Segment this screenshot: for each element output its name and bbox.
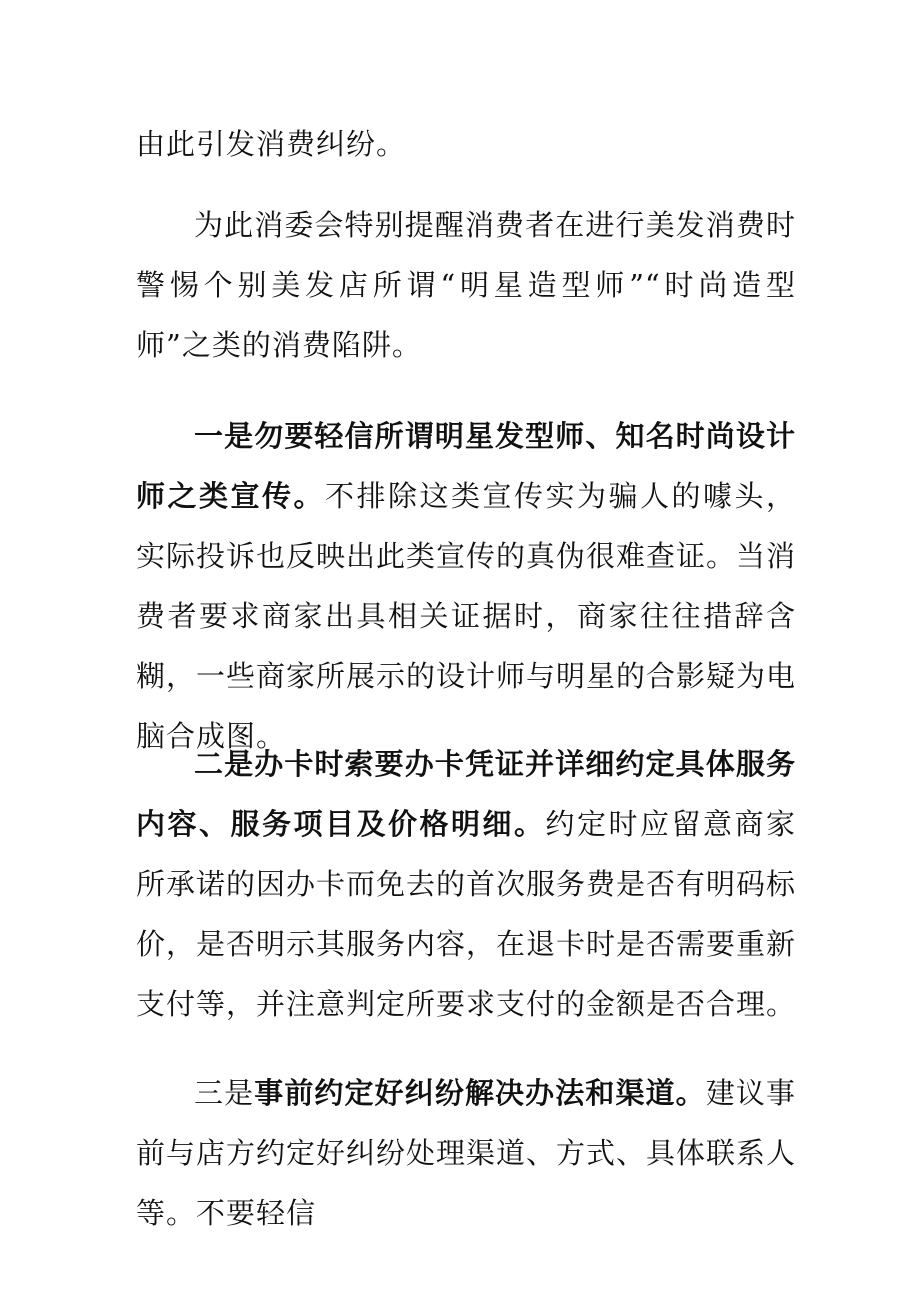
paragraph-4-text: 约定时应留意商家所承诺的因办卡而免去的首次服务费是否有明码标价，是否明示其服务内容，在退卡时是否需要重新支付等，并注意判定所要求支付的金额是否合理。: [136, 807, 797, 1021]
paragraph-3-heading: 一是勿要轻信所谓明星发型师、知名时尚设计师之类宣传。: [136, 419, 796, 513]
paragraph-1-text: 由此引发消费纠纷。: [136, 127, 407, 161]
paragraph-2: [136, 195, 796, 375]
paragraph-3-text: 不排除这类宣传实为骗人的噱头，实际投诉也反映出此类宣传的真伪很难查证。当消费者要求商家出具相关证据时，商家往往措辞含糊，一些商家所展示的设计师与明星的合影疑为电脑合成图。: [136, 479, 797, 753]
paragraph-5-text: 建议事前与店方约定好纠纷处理渠道、方式、具体联系人等。不要轻信: [136, 1076, 797, 1230]
paragraph-1: [136, 114, 796, 174]
paragraph-3: [136, 406, 796, 766]
paragraph-5-heading: 事前约定好纠纷解决办法和渠道。: [254, 1076, 706, 1110]
paragraph-4: [136, 734, 796, 1034]
paragraph-5: [136, 1063, 796, 1243]
paragraph-2-text: 为此消委会特别提醒消费者在进行美发消费时警惕个别美发店所谓“明星造型师”“时尚造型师”之类的消费陷阱。: [136, 208, 796, 362]
paragraph-4-heading: 二是办卡时索要办卡凭证并详细约定具体服务内容、服务项目及价格明细。: [136, 747, 796, 841]
paragraph-5-lead: 三是: [194, 1076, 255, 1110]
